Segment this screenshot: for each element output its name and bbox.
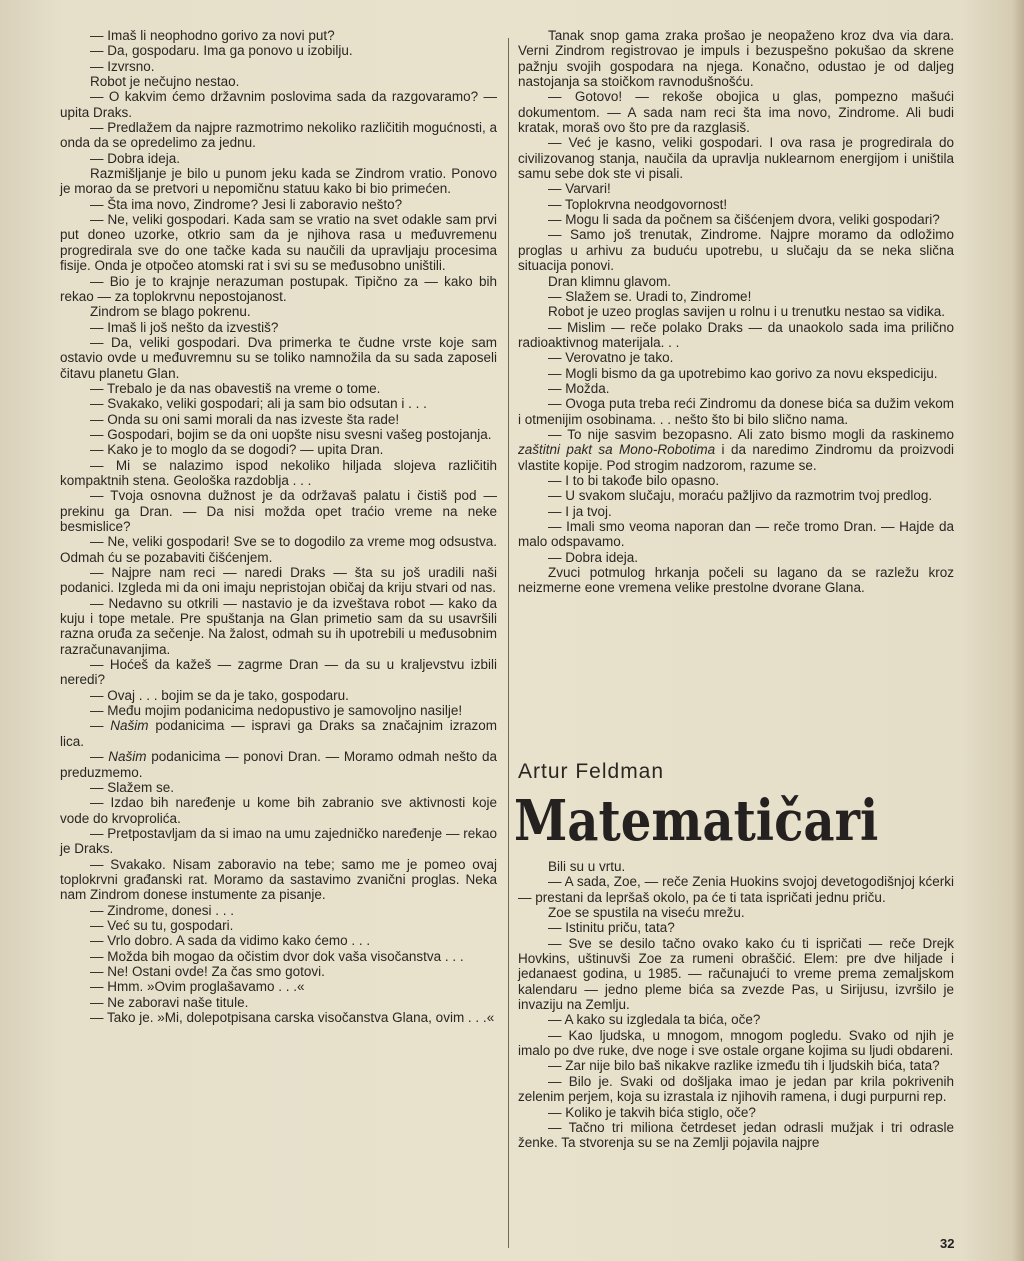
- paragraph: — Tačno tri miliona četrdeset jedan odrasli mužjak i tri odrasle ženke. Ta stvorenja su se na Zemlji pojavila najpre: [518, 1119, 954, 1151]
- story-title: Matematičari: [514, 788, 879, 854]
- paragraph: — A kako su izgledala ta bića, oče?: [548, 1012, 761, 1028]
- paragraph: — Najpre nam reci — naredi Draks — šta su još uradili naši podanici. Izgleda mi da oni imaju nepristojan običaj da kriju stvari od nas.: [60, 565, 497, 596]
- paragraph: — Izvrsno.: [90, 58, 155, 74]
- paragraph: — Predlažem da najpre razmotrimo nekoliko različitih mogućnosti, a onda da se opredelimo za jednu.: [60, 120, 497, 151]
- paragraph: Bili su u vrtu.: [548, 859, 626, 874]
- paragraph: — Tvoja osnovna dužnost je da održavaš palatu i čistiš pod — prekinu ga Dran. — Da nisi možda opet traćio vreme na neke besmislice?: [60, 488, 497, 534]
- paragraph: — Da, veliki gospodari. Dva primerka te čudne vrste koje sam ostavio ovde u međuvremnu su se toliko namnožila da su sada zaposeli čitavu planetu Glan.: [60, 334, 497, 381]
- right-text-column-top: [518, 28, 954, 596]
- paragraph: — Slažem se.: [90, 779, 175, 795]
- paragraph-text: — To nije sasvim bezopasno. Ali zato bismo mogli da raskinemo: [548, 426, 954, 442]
- paragraph: — Ne! Ostani ovde! Za čas smo gotovi.: [90, 963, 325, 979]
- paragraph: — Tako je. »Mi, dolepotpisana carska visočanstva Glana, ovim . . .«: [90, 1010, 495, 1025]
- emphasized-text: zaštitni pakt sa Mono-Robotima: [518, 442, 716, 458]
- paragraph: — I to bi takođe bilo opasno.: [548, 472, 720, 488]
- paragraph: Dran klimnu glavom.: [548, 273, 672, 289]
- paragraph: — Među mojim podanicima nedopustivo je samovoljno nasilje!: [90, 703, 463, 719]
- page-number: 32: [940, 1236, 955, 1251]
- paragraph: — Već su tu, gospodari.: [90, 917, 234, 933]
- paragraph: — Dobra ideja.: [548, 549, 639, 565]
- paragraph-text: —: [90, 718, 111, 734]
- paragraph: — Možda bih mogao da očistim dvor dok vaša visočanstva . . .: [90, 948, 464, 964]
- paragraph: [60, 718, 497, 749]
- paragraph: — Ne, veliki gospodari! Sve se to dogodilo za vreme mog odsustva. Odmah ću se pozabaviti čišćenjem.: [60, 534, 497, 565]
- paragraph: Zoe se spustila na viseću mrežu.: [548, 905, 745, 921]
- paragraph: — Mi se nalazimo ispod nekoliko hiljada slojeva različitih kompaktnih stena. Geološka razdoblja . . .: [60, 457, 497, 488]
- paragraph: Razmišljanje je bilo u punom jeku kada se Zindrom vratio. Ponovo je morao da se pretvori u nepomičnu statuu kako bi bio primećen.: [60, 166, 497, 197]
- paragraph: — Ovoga puta treba reći Zindromu da donese bića sa dužim vekom i otmenijim osobinama. . . nešto što bi bilo slično nama.: [518, 396, 954, 427]
- paragraph: — Sve se desilo tačno ovako kako ću ti ispričati — reče Drejk Hovkins, uštinuvši Zoe za rumeni obraščić. Elem: pre dve hiljade i jedanaest godina, u 1985. — računajući to vreme prema zemaljskom kalendaru — jedno pleme bića sa zvezde Pas, u Sirijusu, izvršilo je invaziju na Zemlju.: [518, 935, 954, 1013]
- paragraph-text: podanicima — ponovi Dran. — Moramo odmah nešto da preduzmemo.: [60, 749, 497, 780]
- paragraph: Robot je nečujno nestao.: [90, 74, 240, 90]
- paragraph: — Gotovo! — rekoše obojica u glas, pompezno mašući dokumentom. — A sada nam reci šta ima novo, Zindrome. Ali budi kratak, moraš ovo što pre da razglasiš.: [518, 89, 954, 136]
- paragraph: — Imaš li još nešto da izvestiš?: [90, 319, 279, 335]
- emphasized-text: Našim: [108, 749, 147, 765]
- paragraph: — Kao ljudska, u mnogom, mnogom pogledu. Svako od njih je imalo po dve ruke, dve noge i sve ostale organe kojima su ljudi obdareni.: [518, 1027, 954, 1059]
- story-author: Artur Feldman: [518, 760, 665, 783]
- paragraph: — Bilo je. Svaki od došljaka imao je jedan par krila pokrivenih zelenim perjem, koja su izrastala iz njihovih ramena, i dugi purpurni rep.: [518, 1073, 954, 1105]
- paragraph: — Koliko je takvih bića stiglo, oče?: [548, 1104, 756, 1120]
- paragraph: — Zindrome, donesi . . .: [90, 902, 235, 918]
- paragraph: — Ne zaboravi naše titule.: [90, 994, 249, 1010]
- paragraph: — Gospodari, bojim se da oni uopšte nisu svesni vašeg postojanja.: [90, 426, 492, 442]
- paragraph: — Svakako. Nisam zaboravio na tebe; samo me je pomeo ovaj toplokrvni građanski rat. Moramo da sastavimo zvanični proglas. Neka nam Zindrom donese instumente za pisanje.: [60, 856, 497, 903]
- paragraph: — Mogli bismo da ga upotrebimo kao gorivo za novu ekspediciju.: [548, 365, 938, 381]
- paragraph-text: —: [90, 749, 109, 765]
- paragraph: Zvuci potmulog hrkanja počeli su lagano da se razležu kroz neizmerne eone vremena velike prestolne dvorane Glana.: [518, 565, 954, 596]
- story-text-column: [518, 859, 954, 1151]
- paragraph: — Dobra ideja.: [90, 150, 181, 166]
- paragraph: — Mogu li sada da počnem sa čišćenjem dvora, veliki gospodari?: [548, 212, 940, 228]
- paragraph: Robot je uzeo proglas savijen u rolnu i u trenutku nestao sa vidika.: [548, 304, 945, 320]
- paragraph: — Istinitu priču, tata?: [548, 920, 675, 936]
- paragraph: — Trebalo je da nas obavestiš na vreme o tome.: [90, 380, 381, 396]
- emphasized-text: Našim: [110, 718, 149, 734]
- paragraph: — Nedavno su otkrili — nastavio je da izveštava robot — kako da kuju i tope metale. Pre spuštanja na Glan primetio sam da su usavršili razna oruđa za sečenje. Na žalost, odmah su ih upotrebili u međusobnim razračunavanjima.: [60, 595, 497, 657]
- paragraph-text: i da naredimo Zindromu da proizvodi vlastite kopije. Pod strogim nadzorom, razume se.: [518, 442, 954, 473]
- paragraph: Tanak snop gama zraka prošao je neopaženo kroz dva via dara. Verni Zindrom registrovao je impuls i bezuspešno pokušao da skrene pažnju svojih gospodara na njega. Konačno, odustao je od daljeg nastojanja sa stoičkom ravnodušnošću.: [518, 28, 954, 90]
- paragraph: — Vrlo dobro. A sada da vidimo kako ćemo . . .: [90, 933, 371, 949]
- left-text-column: [60, 28, 497, 1025]
- paragraph: — Verovatno je tako.: [548, 350, 674, 366]
- paragraph: — A sada, Zoe, — reče Zenia Huokins svojoj devetogodišnjoj kćerki — prestani da lepršaš okolo, pa će ti tata ispričati jednu priču.: [518, 874, 954, 905]
- paragraph: — Onda su oni sami morali da nas izveste šta rade!: [90, 411, 400, 427]
- paragraph: — Da, gospodaru. Ima ga ponovo u izobilju.: [90, 43, 353, 59]
- paragraph: [518, 427, 954, 473]
- paragraph: [60, 749, 497, 780]
- paragraph: — Slažem se. Uradi to, Zindrome!: [548, 288, 752, 304]
- paragraph-text: podanicima — ispravi ga Draks sa značajnim izrazom lica.: [60, 718, 497, 749]
- paragraph: — Šta ima novo, Zindrome? Jesi li zaboravio nešto?: [90, 196, 403, 212]
- paragraph: — Mislim — reče polako Draks — da unaokolo sada ima prilično radioaktivnog materijala. . .: [518, 319, 954, 350]
- paragraph: — Hmm. »Ovim proglašavamo . . .«: [90, 979, 305, 995]
- page-edge-shadow: [1012, 0, 1024, 1261]
- paragraph: — Imali smo veoma naporan dan — reče tromo Dran. — Hajde da malo odspavamo.: [518, 519, 954, 550]
- paragraph: — U svakom slučaju, moraću pažljivo da razmotrim tvoj predlog.: [548, 488, 933, 504]
- paragraph: — Možda.: [548, 380, 610, 396]
- column-divider: [508, 38, 509, 1248]
- paragraph: — Pretpostavljam da si imao na umu zajedničko naređenje — rekao je Draks.: [60, 825, 497, 857]
- paragraph: — Zar nije bilo baš nikakve razlike između tih i ljudskih bića, tata?: [548, 1058, 940, 1074]
- paragraph: — Svakako, veliki gospodari; ali ja sam bio odsutan i . . .: [90, 396, 427, 412]
- paragraph: — Toplokrvna neodgovornost!: [548, 196, 728, 212]
- paragraph: — I ja tvoj.: [548, 503, 612, 519]
- paragraph: — Hoćeš da kažeš — zagrme Dran — da su u kraljevstvu izbili neredi?: [60, 657, 497, 688]
- paragraph: — Već je kasno, veliki gospodari. I ova rasa je progredirala do civilizovanog stanja, naučila da upravlja nuklearnom energijom i uništila samu sebe dok ste vi pisali.: [518, 135, 954, 182]
- paragraph: — Kako je to moglo da se dogodi? — upita Dran.: [90, 442, 384, 458]
- paragraph: — Varvari!: [548, 181, 611, 197]
- paragraph: — Ovaj . . . bojim se da je tako, gospodaru.: [90, 687, 349, 703]
- paragraph: — Izdao bih naređenje u kome bih zabranio sve aktivnosti koje vode do krvoprolića.: [60, 795, 497, 826]
- paragraph: — Samo još trenutak, Zindrome. Najpre moramo da odložimo proglas u arhivu za buduću upotrebu, u slučaju da se neka slična situacija ponovi.: [518, 227, 954, 274]
- paragraph: — Imaš li neophodno gorivo za novi put?: [90, 28, 335, 43]
- paragraph: Zindrom se blago pokrenu.: [90, 304, 251, 320]
- paragraph: — O kakvim ćemo državnim poslovima sada da razgovaramo? — upita Draks.: [60, 89, 497, 120]
- paragraph: — Ne, veliki gospodari. Kada sam se vratio na svet odakle sam prvi put doneo uzorke, otkrio sam da je njihova rasa u međuvremenu progredirala sve do one tačke kada su naučili da upravljaju procesima fisije. Onda je otpočeo atomski rat i svi su se međusobno uništili.: [60, 212, 497, 274]
- paragraph: — Bio je to krajnje nerazuman postupak. Tipično za — kako bih rekao — za toplokrvnu nepostojanost.: [60, 273, 497, 304]
